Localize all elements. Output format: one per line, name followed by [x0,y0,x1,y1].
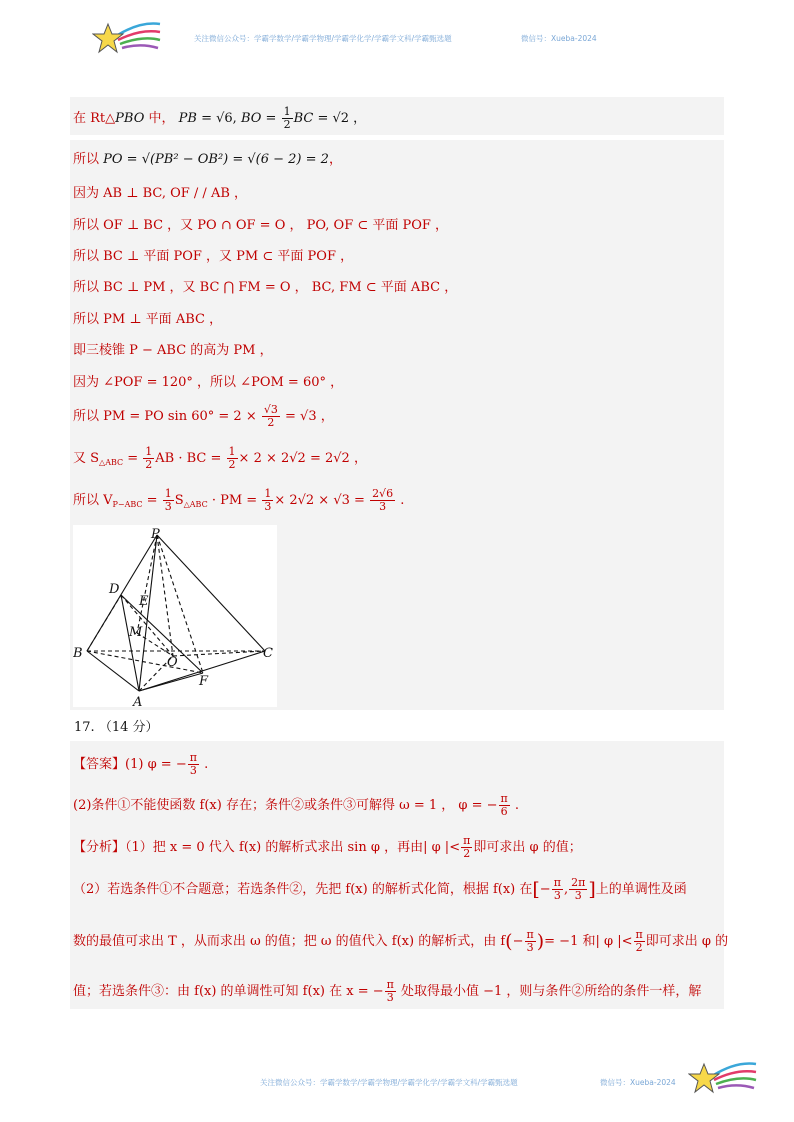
label-E: E [139,594,149,609]
solution-line-5: 所以 BC ⊥ 平面 POF ，又 PM ⊂ 平面 POF ， [73,249,354,264]
solution-line-3: 因为 AB ⊥ BC, OF / / AB ， [73,186,248,201]
solution-line-8: 即三棱锥 P − ABC 的高为 PM ， [73,343,273,358]
label-P: P [151,527,160,542]
solution-line-2: 所以 PO = √(PB² − OB²) = √(6 − 2) = 2， [73,152,342,167]
analysis-line-3: 数的最值可求出 T ，从而求出 ω 的值；把 ω 的值代入 f(x) 的解析式，由 f(− $\frac{\pi}{3}$ )= −1 和| φ |< $\frac{\pi}{2}$ 即可求出 φ 的 [73,928,729,954]
solution-line-4: 所以 OF ⊥ BC ，又 PO ∩ OF = O ， PO, OF ⊂ 平面 POF ， [73,218,449,233]
label-A: A [133,695,143,707]
analysis-line-4: 值；若选条件③：由 f(x) 的单调性可知 f(x) 在 x = − $\frac{\pi}{3}$ 处取得最小值 −1 ，则与条件②所给的条件一样，解 [73,978,702,1004]
question-heading: 17. （14 分） [74,720,159,735]
answer-line-1: 【答案】(1) φ = − $\frac{\pi}{3}$ . [73,751,209,777]
star-logo-icon [92,18,164,58]
footer-wechat-id: 微信号：Xueba-2024 [600,1078,676,1087]
analysis-line-1: 【分析】（1）把 x = 0 代入 f(x) 的解析式求出 sin φ ，再由| φ |< $\frac{\pi}{2}$ 即可求出 φ 的值； [73,834,582,860]
label-F: F [199,674,209,689]
label-M: M [129,625,143,640]
label-B: B [73,646,83,661]
label-D: D [109,582,120,597]
label-O: O [167,655,178,670]
solution-line-10: 所以 PM = PO sin 60° = 2 × $\frac{√3}{2}$ = √3 ， [73,403,334,429]
solution-line-6: 所以 BC ⊥ PM ，又 BC ⋂ FM = O ， BC, FM ⊂ 平面 ABC ， [73,280,458,295]
footer-promo-text: 关注微信公众号：学霸学数学/学霸学物理/学霸学化学/学霸学文科/学霸甄选题 [260,1078,518,1087]
header-wechat-id: 微信号：Xueba-2024 [521,34,597,43]
answer-block [70,741,724,1009]
answer-line-2: (2)条件①不能使函数 f(x) 存在；条件②或条件③可解得 ω = 1 ， φ = − $\frac{\pi}{6}$ . [73,792,520,818]
solution-line-9: 因为 ∠POF = 120° ，所以 ∠POM = 60° ， [73,375,344,390]
solution-line-12: 所以 $V_{P-ABC}$ = $\frac{1}{3}$ $S_{\triangle ABC}$ · PM = $\frac{1}{3}$ × 2√2 × √3 = $\frac{2√6}{3}$ . [73,487,405,513]
answer-tag: 【答案】 [73,757,126,772]
solution-line-7: 所以 PM ⊥ 平面 ABC ， [73,312,223,327]
analysis-line-2: （2）若选条件①不合题意；若选条件②，先把 f(x) 的解析式化简，根据 f(x) 在[− $\frac{\pi}{3}$ , $\frac{2\pi}{3}$ ]上的单调性及函 [73,876,687,902]
solution-line-11: 又 $S_{\triangle ABC}$ = $\frac{1}{2}$ AB · BC = $\frac{1}{2}$ × 2 × 2√2 = 2√2 ， [73,445,367,471]
pyramid-figure [73,525,277,707]
solution-line-1: 在 Rt△PBO 中， PB = √6, BO = $\frac{1}{2}$ BC = √2 ， [73,105,367,131]
page-header [0,0,794,80]
header-promo-text: 关注微信公众号：学霸学数学/学霸学物理/学霸学化学/学霸学文科/学霸甄选题 [194,34,452,43]
analysis-tag: 【分析】 [73,840,126,855]
label-C: C [263,646,273,661]
star-logo-icon [688,1058,760,1098]
